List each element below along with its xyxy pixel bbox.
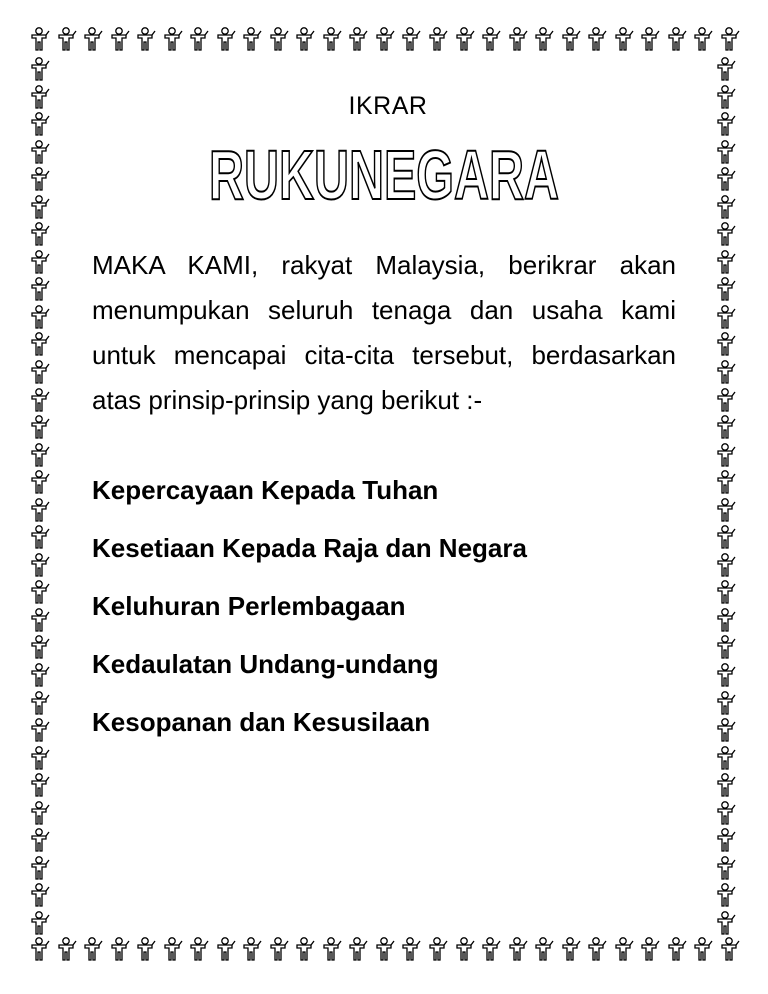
person-figure-icon: [28, 194, 50, 220]
person-figure-icon: [187, 26, 209, 52]
principle-item: Kepercayaan Kepada Tuhan: [92, 475, 439, 505]
person-figure-icon: [714, 469, 736, 495]
person-figure-icon: [714, 524, 736, 550]
person-figure-icon: [453, 26, 475, 52]
person-figure-icon: [28, 331, 50, 357]
person-figure-icon: [532, 26, 554, 52]
person-figure-icon: [28, 910, 50, 936]
person-figure-icon: [453, 936, 475, 962]
person-figure-icon: [28, 166, 50, 192]
person-figure-icon: [293, 26, 315, 52]
person-figure-icon: [714, 56, 736, 82]
person-figure-icon: [214, 936, 236, 962]
person-figure-icon: [714, 882, 736, 908]
person-figure-icon: [714, 84, 736, 110]
person-figure-icon: [28, 855, 50, 881]
person-figure-icon: [714, 690, 736, 716]
person-figure-icon: [665, 936, 687, 962]
person-figure-icon: [479, 26, 501, 52]
person-figure-icon: [714, 194, 736, 220]
person-figure-icon: [714, 166, 736, 192]
person-figure-icon: [28, 662, 50, 688]
person-figure-icon: [28, 221, 50, 247]
person-figure-icon: [240, 26, 262, 52]
border-bottom: [28, 936, 740, 966]
principle-item: Keluhuran Perlembagaan: [92, 591, 406, 621]
person-figure-icon: [28, 800, 50, 826]
person-figure-icon: [28, 414, 50, 440]
person-figure-icon: [559, 936, 581, 962]
person-figure-icon: [81, 936, 103, 962]
person-figure-icon: [81, 26, 103, 52]
person-figure-icon: [320, 936, 342, 962]
person-figure-icon: [714, 800, 736, 826]
person-figure-icon: [28, 552, 50, 578]
person-figure-icon: [714, 607, 736, 633]
person-figure-icon: [28, 524, 50, 550]
border-right: [714, 56, 740, 936]
person-figure-icon: [714, 662, 736, 688]
person-figure-icon: [426, 936, 448, 962]
person-figure-icon: [28, 827, 50, 853]
person-figure-icon: [714, 359, 736, 385]
person-figure-icon: [691, 936, 713, 962]
person-figure-icon: [28, 359, 50, 385]
principle-item: Kesetiaan Kepada Raja dan Negara: [92, 533, 527, 563]
person-figure-icon: [28, 304, 50, 330]
person-figure-icon: [665, 26, 687, 52]
person-figure-icon: [28, 249, 50, 275]
person-figure-icon: [267, 936, 289, 962]
person-figure-icon: [714, 772, 736, 798]
person-figure-icon: [714, 745, 736, 771]
person-figure-icon: [108, 26, 130, 52]
person-figure-icon: [28, 387, 50, 413]
person-figure-icon: [28, 579, 50, 605]
person-figure-icon: [55, 26, 77, 52]
person-figure-icon: [714, 249, 736, 275]
person-figure-icon: [426, 26, 448, 52]
border-top: [28, 26, 740, 56]
person-figure-icon: [267, 26, 289, 52]
page-content: [92, 80, 676, 765]
person-figure-icon: [134, 26, 156, 52]
person-figure-icon: [399, 936, 421, 962]
person-figure-icon: [714, 276, 736, 302]
person-figure-icon: [28, 497, 50, 523]
person-figure-icon: [134, 936, 156, 962]
person-figure-icon: [28, 442, 50, 468]
person-figure-icon: [346, 26, 368, 52]
person-figure-icon: [532, 936, 554, 962]
person-figure-icon: [214, 26, 236, 52]
person-figure-icon: [55, 936, 77, 962]
person-figure-icon: [373, 936, 395, 962]
person-figure-icon: [28, 772, 50, 798]
person-figure-icon: [612, 936, 634, 962]
person-figure-icon: [240, 936, 262, 962]
person-figure-icon: [718, 936, 740, 962]
person-figure-icon: [714, 387, 736, 413]
person-figure-icon: [187, 936, 209, 962]
person-figure-icon: [28, 607, 50, 633]
person-figure-icon: [714, 717, 736, 743]
person-figure-icon: [28, 690, 50, 716]
border-left: [28, 56, 54, 936]
person-figure-icon: [714, 827, 736, 853]
person-figure-icon: [28, 56, 50, 82]
person-figure-icon: [28, 717, 50, 743]
person-figure-icon: [28, 111, 50, 137]
pledge-paragraph: MAKA KAMI, rakyat Malaysia, berikrar akan menumpukan seluruh tenaga dan usaha kami untuk mencapai cita-cita tersebut, berdasarkan atas prinsip-prinsip yang berikut :-: [92, 250, 676, 415]
person-figure-icon: [28, 84, 50, 110]
person-figure-icon: [714, 910, 736, 936]
person-figure-icon: [506, 936, 528, 962]
person-figure-icon: [28, 634, 50, 660]
person-figure-icon: [373, 26, 395, 52]
person-figure-icon: [714, 414, 736, 440]
page-title: [194, 136, 574, 214]
person-figure-icon: [585, 936, 607, 962]
person-figure-icon: [28, 276, 50, 302]
person-figure-icon: [714, 579, 736, 605]
person-figure-icon: [691, 26, 713, 52]
page-heading: IKRAR: [348, 92, 428, 120]
principles-list: [92, 475, 676, 737]
person-figure-icon: [714, 304, 736, 330]
principle-item: Kedaulatan Undang-undang: [92, 649, 439, 679]
person-figure-icon: [714, 442, 736, 468]
person-figure-icon: [28, 469, 50, 495]
person-figure-icon: [293, 936, 315, 962]
person-figure-icon: [638, 26, 660, 52]
person-figure-icon: [479, 936, 501, 962]
person-figure-icon: [346, 936, 368, 962]
principle-item: Kesopanan dan Kesusilaan: [92, 707, 431, 737]
person-figure-icon: [714, 139, 736, 165]
person-figure-icon: [28, 26, 50, 52]
person-figure-icon: [585, 26, 607, 52]
page-title-text: RUKUNEGARA: [209, 136, 559, 214]
person-figure-icon: [714, 221, 736, 247]
person-figure-icon: [161, 936, 183, 962]
person-figure-icon: [612, 26, 634, 52]
person-figure-icon: [28, 745, 50, 771]
person-figure-icon: [714, 331, 736, 357]
person-figure-icon: [320, 26, 342, 52]
person-figure-icon: [161, 26, 183, 52]
person-figure-icon: [28, 936, 50, 962]
person-figure-icon: [638, 936, 660, 962]
person-figure-icon: [714, 111, 736, 137]
person-figure-icon: [714, 634, 736, 660]
person-figure-icon: [28, 139, 50, 165]
person-figure-icon: [559, 26, 581, 52]
person-figure-icon: [28, 882, 50, 908]
person-figure-icon: [108, 936, 130, 962]
person-figure-icon: [506, 26, 528, 52]
person-figure-icon: [714, 855, 736, 881]
person-figure-icon: [714, 552, 736, 578]
person-figure-icon: [399, 26, 421, 52]
person-figure-icon: [718, 26, 740, 52]
person-figure-icon: [714, 497, 736, 523]
